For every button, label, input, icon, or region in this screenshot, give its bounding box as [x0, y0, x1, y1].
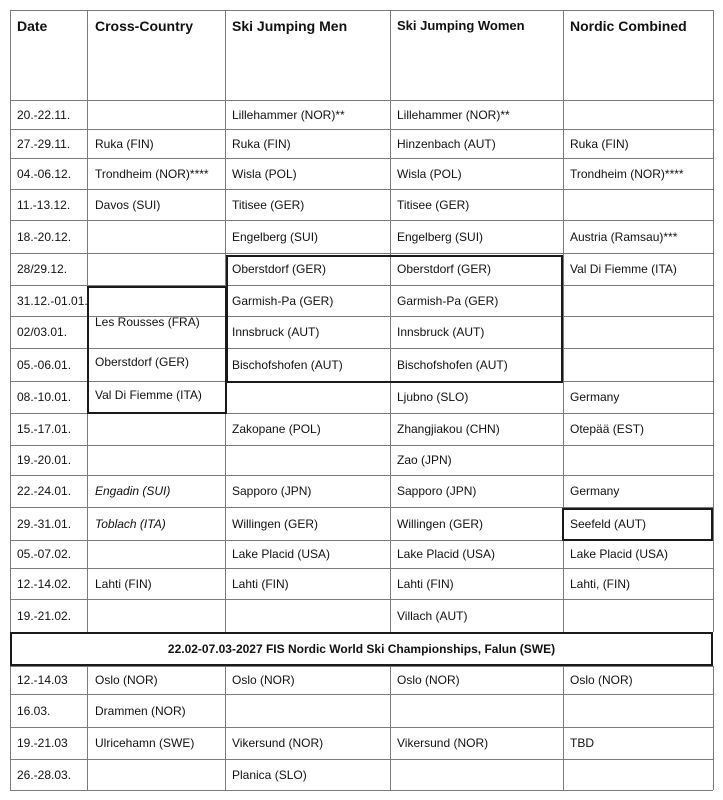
cell-sjm: Vikersund (NOR)	[232, 736, 324, 750]
cell-cc: Davos (SUI)	[95, 198, 161, 212]
cell-nc: Germany	[570, 390, 620, 404]
grid-line-row	[10, 727, 713, 728]
cell-sjw: Villach (AUT)	[397, 609, 468, 623]
cell-date: 15.-17.01.	[17, 422, 72, 436]
cell-sjm: Sapporo (JPN)	[232, 484, 312, 498]
grid-line-row	[10, 759, 713, 760]
cell-nc: Lake Placid (USA)	[570, 547, 669, 561]
cell-sjw: Engelberg (SUI)	[397, 230, 484, 244]
grid-line-row	[10, 568, 713, 569]
cc-tour-oberstdorf: Oberstdorf (GER)	[95, 355, 190, 369]
grid-line-row	[10, 158, 713, 159]
grid-line-header-bottom	[10, 100, 713, 101]
header-nordic-combined: Nordic Combined	[570, 18, 687, 34]
grid-line-row	[10, 694, 713, 695]
cell-sjm: Lillehammer (NOR)**	[232, 108, 345, 122]
grid-line-bottom	[10, 790, 713, 791]
grid-line-col	[390, 666, 391, 790]
cell-sjm: Oberstdorf (GER)	[232, 262, 327, 276]
cell-sjm: Ruka (FIN)	[232, 137, 291, 151]
grid-line-col	[713, 10, 714, 632]
cell-cc: Lahti (FIN)	[95, 577, 152, 591]
header-ski-jumping-men: Ski Jumping Men	[232, 18, 348, 34]
cell-date: 27.-29.11.	[17, 137, 71, 151]
cell-sjw: Garmish-Pa (GER)	[397, 294, 499, 308]
cell-date: 19.-21.02.	[17, 609, 72, 623]
cell-sjw: Sapporo (JPN)	[397, 484, 477, 498]
cell-sjm: Willingen (GER)	[232, 517, 319, 531]
cell-sjw: Willingen (GER)	[397, 517, 484, 531]
header-date: Date	[17, 18, 48, 34]
cell-date: 19.-20.01.	[17, 453, 72, 467]
cell-sjm: Innsbruck (AUT)	[232, 325, 320, 339]
cell-sjm: Titisee (GER)	[232, 198, 305, 212]
cell-date: 16.03.	[17, 704, 51, 718]
cell-cc: Ulricehamn (SWE)	[95, 736, 195, 750]
cell-cc: Toblach (ITA)	[95, 517, 166, 531]
cell-date: 11.-13.12.	[17, 198, 71, 212]
grid-line-col	[713, 666, 714, 790]
cell-sjm: Planica (SLO)	[232, 768, 307, 782]
seefeld-box	[562, 508, 713, 541]
grid-line-col	[563, 666, 564, 790]
grid-line-top	[10, 10, 713, 11]
cell-sjm: Garmish-Pa (GER)	[232, 294, 334, 308]
cell-date: 05.-06.01.	[17, 358, 72, 372]
cell-sjm: Oslo (NOR)	[232, 673, 295, 687]
cell-sjm: Lahti (FIN)	[232, 577, 289, 591]
cell-nc: Austria (Ramsau)***	[570, 230, 678, 244]
cell-sjw: Wisla (POL)	[397, 167, 462, 181]
cell-date: 29.-31.01.	[17, 517, 72, 531]
grid-line-row	[10, 189, 713, 190]
cell-sjm: Zakopane (POL)	[232, 422, 321, 436]
cell-nc: Val Di Fiemme (ITA)	[570, 262, 677, 276]
cc-tour-les-rousses: Les Rousses (FRA)	[95, 315, 200, 329]
cell-sjw: Zhangjiakou (CHN)	[397, 422, 500, 436]
cell-nc: Seefeld (AUT)	[570, 517, 647, 531]
grid-line-row	[10, 475, 713, 476]
cell-sjw: Bischofshofen (AUT)	[397, 358, 508, 372]
grid-line-row	[10, 666, 713, 667]
cell-sjw: Lillehammer (NOR)**	[397, 108, 510, 122]
grid-line-col	[10, 666, 11, 790]
cell-date: 22.-24.01.	[17, 484, 72, 498]
cell-nc: Ruka (FIN)	[570, 137, 629, 151]
cell-sjw: Oslo (NOR)	[397, 673, 460, 687]
header-cross-country: Cross-Country	[95, 18, 194, 34]
cell-cc: Trondheim (NOR)****	[95, 167, 209, 181]
cell-sjw: Hinzenbach (AUT)	[397, 137, 496, 151]
cc-tour-val-di-fiemme: Val Di Fiemme (ITA)	[95, 388, 202, 402]
cell-nc: Otepää (EST)	[570, 422, 645, 436]
header-ski-jumping-women: Ski Jumping Women	[397, 18, 525, 33]
grid-line-col	[87, 666, 88, 790]
grid-line-row	[10, 220, 713, 221]
cell-date: 05.-07.02.	[17, 547, 72, 561]
cell-date: 18.-20.12.	[17, 230, 72, 244]
cell-sjw: Lahti (FIN)	[397, 577, 454, 591]
cell-nc: Germany	[570, 484, 620, 498]
grid-line-col	[10, 10, 11, 632]
cell-sjw: Innsbruck (AUT)	[397, 325, 485, 339]
cell-sjm: Wisla (POL)	[232, 167, 297, 181]
cell-date: 08.-10.01.	[17, 390, 72, 404]
cell-nc: Oslo (NOR)	[570, 673, 633, 687]
cell-sjm: Lake Placid (USA)	[232, 547, 331, 561]
cell-date: 02/03.01.	[17, 325, 68, 339]
cell-sjw: Vikersund (NOR)	[397, 736, 489, 750]
grid-line-row	[10, 599, 713, 600]
cell-date: 04.-06.12.	[17, 167, 72, 181]
cell-date: 20.-22.11.	[17, 108, 71, 122]
grid-line-row	[10, 445, 713, 446]
cell-date: 12.-14.02.	[17, 577, 72, 591]
cell-nc: TBD	[570, 736, 594, 750]
grid-line-col	[225, 666, 226, 790]
cell-cc: Engadin (SUI)	[95, 484, 171, 498]
cell-sjm: Engelberg (SUI)	[232, 230, 319, 244]
cell-sjm: Bischofshofen (AUT)	[232, 358, 343, 372]
cell-cc: Drammen (NOR)	[95, 704, 186, 718]
cell-sjw: Ljubno (SLO)	[397, 390, 469, 404]
cell-sjw: Oberstdorf (GER)	[397, 262, 492, 276]
cell-date: 19.-21.03	[17, 736, 68, 750]
cell-sjw: Titisee (GER)	[397, 198, 470, 212]
cell-date: 28/29.12.	[17, 262, 68, 276]
cell-cc: Oslo (NOR)	[95, 673, 158, 687]
cell-sjw: Zao (JPN)	[397, 453, 452, 467]
four-hills-box	[226, 255, 563, 383]
cell-nc: Lahti, (FIN)	[570, 577, 631, 591]
cell-date: 26.-28.03.	[17, 768, 72, 782]
world-championships-banner: 22.02-07.03-2027 FIS Nordic World Ski Championships, Falun (SWE)	[10, 632, 713, 666]
grid-line-row	[10, 253, 713, 254]
cell-date: 12.-14.03	[17, 673, 68, 687]
grid-line-row	[10, 129, 713, 130]
cell-date: 31.12.-01.01.	[17, 294, 88, 308]
cell-sjw: Lake Placid (USA)	[397, 547, 496, 561]
cell-cc: Ruka (FIN)	[95, 137, 154, 151]
cell-nc: Trondheim (NOR)****	[570, 167, 684, 181]
